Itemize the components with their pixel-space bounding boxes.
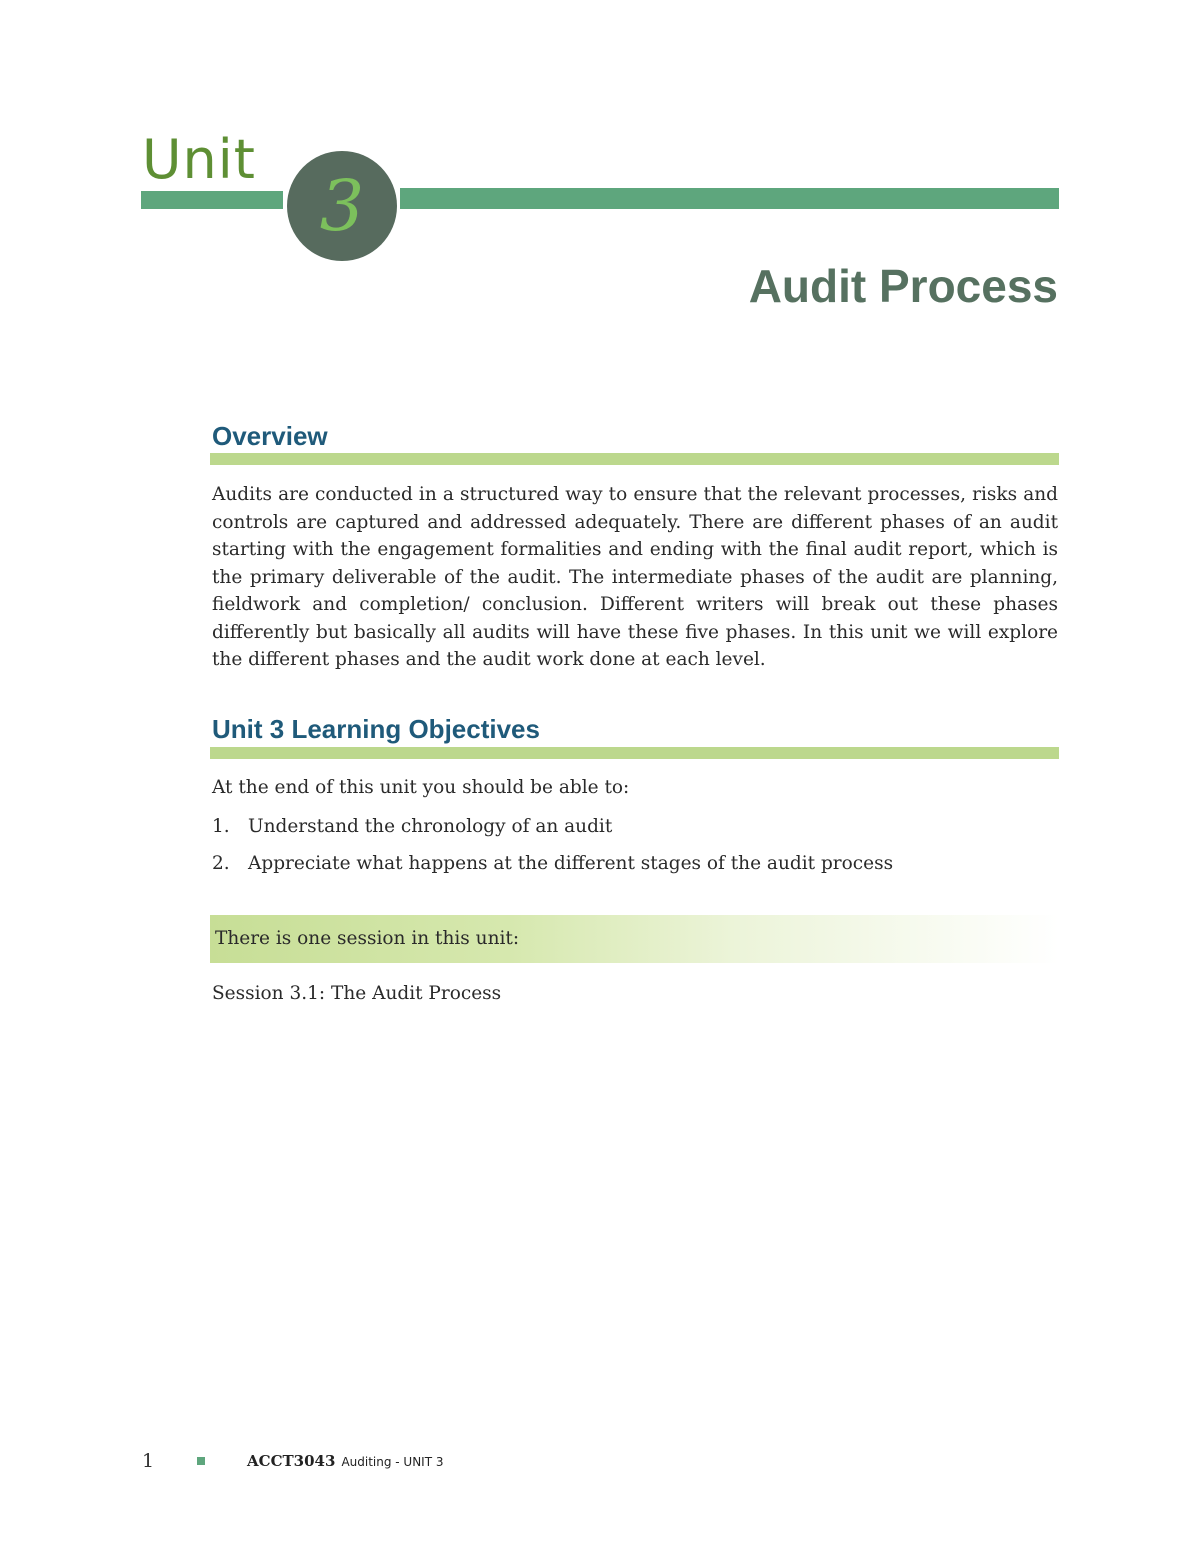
footer-bullet-icon (197, 1457, 205, 1465)
list-item-number: 1. (212, 816, 230, 837)
objectives-rule (210, 747, 1059, 759)
overview-heading: Overview (212, 421, 328, 451)
page-number: 1 (142, 1450, 155, 1472)
overview-rule (210, 453, 1059, 465)
header-bar-left (141, 191, 283, 209)
overview-paragraph: Audits are conducted in a structured way to ensure that the relevant processes, risks and controls are captured and addressed adequately. There are different phases of an audit starting with the engagement formalities and ending with the final audit report, which is the primary deliverable of the audit. The intermediate phases of the audit are planning, fieldwork and completion/ conclusion. Different writers will break out these phases differently but basically all audits will have these five phases. In this unit we will explore the different phases and the audit work done at each level. (212, 484, 1058, 670)
list-item (212, 851, 893, 888)
unit-number: 3 (319, 165, 365, 247)
objectives-list (212, 814, 893, 888)
unit-number-badge (287, 151, 397, 261)
footer-course (247, 1451, 444, 1470)
list-item-text: Appreciate what happens at the different stages of the audit process (248, 853, 894, 874)
list-item-text: Understand the chronology of an audit (248, 816, 613, 837)
objectives-intro: At the end of this unit you should be able to: (212, 777, 630, 798)
header-bar-right (400, 188, 1059, 209)
unit-label: Unit (142, 128, 256, 191)
page-title: Audit Process (748, 260, 1058, 312)
course-description: Auditing - UNIT 3 (341, 1455, 444, 1469)
course-code: ACCT3043 (247, 1452, 336, 1470)
session-callout (210, 915, 1059, 963)
session-item: Session 3.1: The Audit Process (212, 983, 502, 1004)
session-callout-text: There is one session in this unit: (215, 928, 520, 949)
list-item-number: 2. (212, 853, 230, 874)
list-item (212, 814, 893, 851)
objectives-heading: Unit 3 Learning Objectives (212, 714, 540, 744)
